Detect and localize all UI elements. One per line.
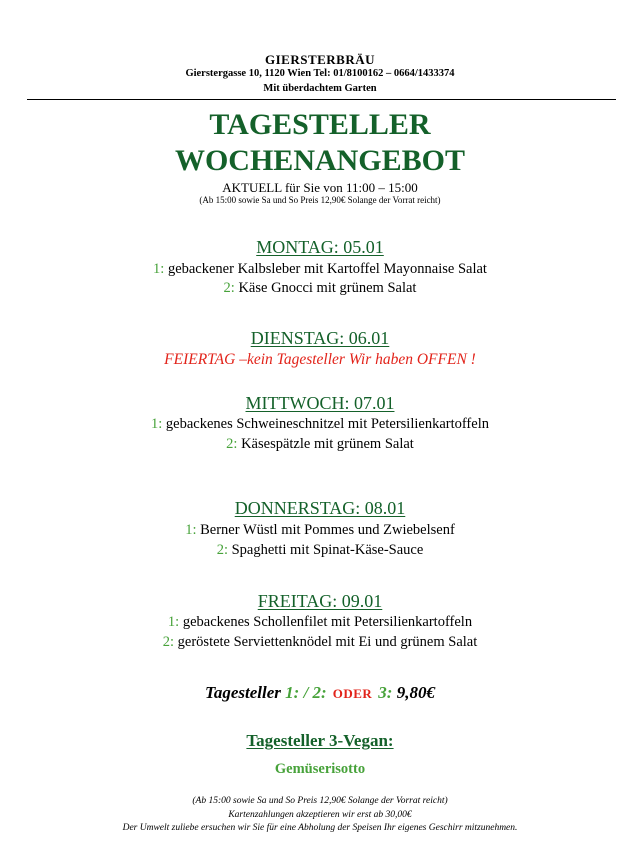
dish-text: geröstete Serviettenknödel mit Ei und grünem Salat xyxy=(174,634,478,650)
dish-text: Spaghetti mit Spinat-Käse-Sauce xyxy=(227,542,424,558)
day-heading-freitag: FREITAG: 09.01 xyxy=(257,591,383,611)
dish-text: gebackenes Schollenfilet mit Petersilienkartoffeln xyxy=(179,614,473,630)
day-heading-mittwoch: MITTWOCH: 07.01 xyxy=(245,393,395,413)
dish-donnerstag-1 xyxy=(0,522,640,539)
price-amount: 9,80€ xyxy=(392,683,435,702)
dish-mittwoch-2 xyxy=(0,436,640,453)
dish-text: Berner Wüstl mit Pommes und Zwiebelsenf xyxy=(196,522,455,538)
dish-text: Käsespätzle mit grünem Salat xyxy=(237,436,414,452)
dish-text: Käse Gnocci mit grünem Salat xyxy=(234,280,417,296)
restaurant-garden-note: Mit überdachtem Garten xyxy=(263,83,377,94)
dish-number: 1: xyxy=(185,522,197,538)
price-dish-number-3: 3: xyxy=(378,683,393,702)
price-line xyxy=(0,683,640,703)
restaurant-address: Gierstergasse 10, 1120 Wien Tel: 01/8100162 – 0664/1433374 xyxy=(185,68,455,79)
title-wochenangebot: WOCHENANGEBOT xyxy=(174,144,466,177)
holiday-notice: FEIERTAG –kein Tagesteller Wir haben OFFEN ! xyxy=(164,351,476,368)
dish-number: 2: xyxy=(162,634,175,650)
dish-mittwoch-1 xyxy=(0,416,640,433)
footer-card-payment-note: Kartenzahlungen akzeptieren wir erst ab 30,00€ xyxy=(228,810,412,820)
dish-freitag-2 xyxy=(0,634,640,651)
restaurant-name: GIERSTERBRÄU xyxy=(264,52,376,67)
dish-montag-2 xyxy=(0,280,640,297)
dish-number: 1: xyxy=(151,416,163,432)
price-label: Tagesteller xyxy=(205,683,286,702)
serving-hours: AKTUELL für Sie von 11:00 – 15:00 xyxy=(222,180,418,195)
dish-freitag-1 xyxy=(0,614,640,631)
dish-number: 2: xyxy=(216,542,228,558)
day-heading-montag: MONTAG: 05.01 xyxy=(256,237,384,257)
day-heading-donnerstag: DONNERSTAG: 08.01 xyxy=(234,498,406,518)
footer-price-note: (Ab 15:00 sowie Sa und So Preis 12,90€ Solange der Vorrat reicht) xyxy=(192,796,448,806)
dish-text: gebackener Kalbsleber mit Kartoffel Mayonnaise Salat xyxy=(164,261,487,277)
dish-donnerstag-2 xyxy=(0,542,640,559)
day-heading-dienstag: DIENSTAG: 06.01 xyxy=(250,328,390,348)
price-oder: ODER xyxy=(332,686,373,701)
dish-number: 1: xyxy=(167,614,180,630)
price-note-top: (Ab 15:00 sowie Sa und So Preis 12,90€ Solange der Vorrat reicht) xyxy=(199,195,441,205)
footer-environment-note: Der Umwelt zuliebe ersuchen wir Sie für eine Abholung der Speisen Ihr eigenes Geschirr mitzunehmen. xyxy=(122,823,518,833)
dish-number: 2: xyxy=(223,280,235,296)
dish-number: 2: xyxy=(226,436,238,452)
dish-text: gebackenes Schweineschnitzel mit Petersilienkartoffeln xyxy=(162,416,489,432)
vegan-dish: Gemüserisotto xyxy=(274,761,366,777)
price-dish-numbers: 1: / 2: xyxy=(285,683,327,702)
vegan-heading: Tagesteller 3-Vegan: xyxy=(246,731,394,750)
dish-number: 1: xyxy=(153,261,165,277)
title-tagesteller: TAGESTELLER xyxy=(209,108,431,141)
dish-montag-1 xyxy=(0,261,640,278)
header-divider xyxy=(27,99,616,100)
